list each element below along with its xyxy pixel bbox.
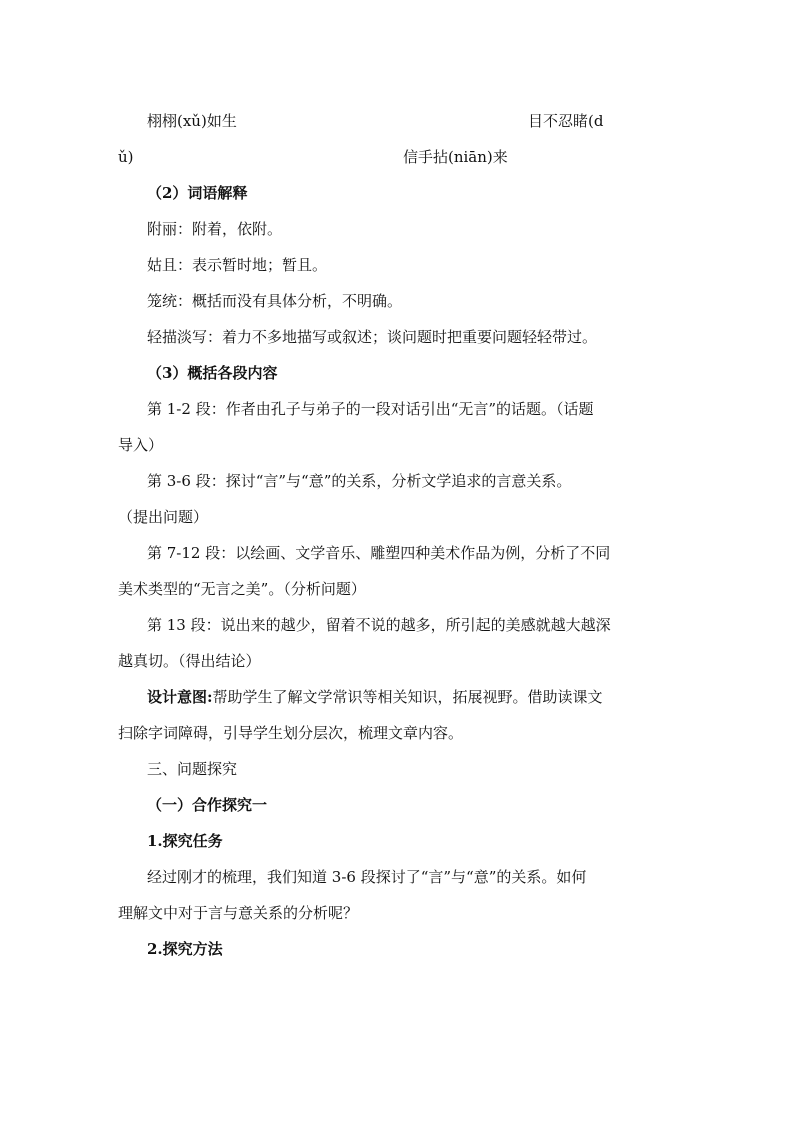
task-heading: 1.探究任务 (147, 832, 223, 850)
summary-heading: （3）概括各段内容 (147, 364, 278, 382)
vocab-item: 附丽：附着，依附。 (147, 220, 283, 238)
pinyin-term-xinshounian: 信手拈(niān)来 (403, 148, 508, 166)
vocab-item: 姑且：表示暂时地；暂且。 (147, 256, 328, 274)
pinyin-term-murendu-cont: ǔ) (118, 148, 134, 166)
summary-paragraph: 第 3-6 段：探讨“言”与“意”的关系，分析文学追求的言意关系。 (147, 472, 572, 490)
task-paragraph: 经过刚才的梳理，我们知道 3-6 段探讨了“言”与“意”的关系。如何 (147, 868, 587, 886)
section-heading: 三、问题探究 (147, 760, 238, 778)
summary-paragraph: 第 7-12 段：以绘画、文学音乐、雕塑四种美术作品为例，分析了不同 (147, 544, 611, 562)
vocab-item: 轻描淡写：着力不多地描写或叙述；谈问题时把重要问题轻轻带过。 (147, 328, 598, 346)
summary-paragraph-cont: 导入） (118, 436, 164, 454)
vocab-heading: （2）词语解释 (147, 184, 248, 202)
design-intent-text: 帮助学生了解文学常识等相关知识，拓展视野。借助读课文 (212, 688, 603, 706)
design-intent (147, 687, 603, 707)
subsection-heading: （一）合作探究一 (147, 796, 268, 814)
summary-paragraph: 第 13 段：说出来的越少，留着不说的越多，所引起的美感就越大越深 (147, 616, 611, 634)
pinyin-term-murendu: 目不忍睹(d (528, 112, 604, 130)
design-intent-label: 设计意图: (147, 688, 213, 706)
summary-paragraph-cont: （提出问题） (118, 508, 209, 526)
design-intent-cont: 扫除字词障碍，引导学生划分层次，梳理文章内容。 (118, 724, 464, 742)
task-paragraph-cont: 理解文中对于言与意关系的分析呢？ (118, 904, 359, 922)
vocab-item: 笼统：概括而没有具体分析，不明确。 (147, 292, 403, 310)
summary-paragraph: 第 1-2 段：作者由孔子与弟子的一段对话引出“无言”的话题。（话题 (147, 400, 594, 418)
pinyin-term-xuxu: 栩栩(xǔ)如生 (147, 112, 237, 130)
summary-paragraph-cont: 越真切。（得出结论） (118, 652, 261, 670)
summary-paragraph-cont: 美术类型的“无言之美”。（分析问题） (118, 580, 366, 598)
method-heading: 2.探究方法 (147, 940, 223, 958)
